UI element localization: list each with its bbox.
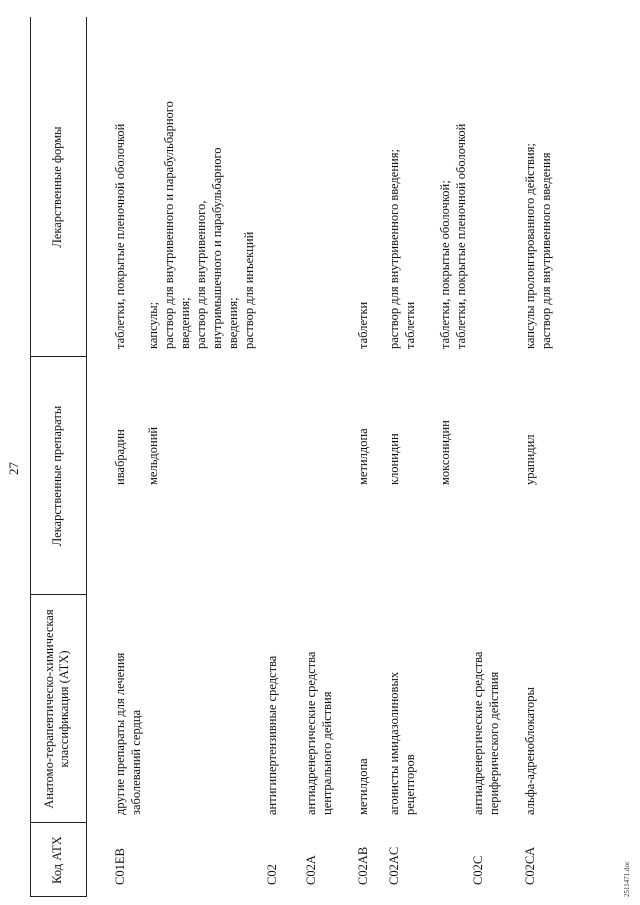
document-reference: 2511471.doc [623,860,631,897]
header-bottom-border [86,17,87,897]
form-cell: таблетки [356,301,370,349]
drug-cell: клонидин [387,433,401,485]
code-cell: C02C [471,855,485,885]
code-cell: C02A [304,855,318,885]
atc-cell: альфа-адреноблокаторы [523,687,537,815]
code-cell: C02 [265,864,279,885]
form-cell: капсулы; раствор для внутривенного и парабульбарного введения; раствор для внутривенного, внутримышечного и парабульбарного введения; раствор для инъекций [146,101,256,349]
header-atc: Анатомо-терапевтическо-химическая классификация (АТХ) [42,609,71,809]
form-cell: таблетки, покрытые пленочной оболочкой [113,123,127,349]
header-drugs: Лекарственные препараты [50,405,64,547]
drug-cell: метилдопа [356,428,370,485]
form-cell: капсулы пролонгированного действия; раствор для внутривенного введения [523,143,553,349]
atc-cell: антиадренергические средства периферического действия [471,651,501,815]
atc-cell: антигипертензивные средства [265,655,279,815]
table-top-border [30,17,31,897]
header-forms: Лекарственные формы [50,126,64,248]
drug-cell: моксонидин [438,420,452,485]
code-cell: C02CA [523,846,537,885]
drug-cell: урапидил [523,434,537,485]
code-cell: C01EB [113,848,127,885]
header-code: Код АТХ [50,836,64,884]
atc-cell: метилдопа [356,758,370,815]
code-cell: C02AC [387,846,401,885]
drug-cell: ивабрадин [113,429,127,485]
atc-cell: антиадренергические средства центрального действия [304,651,334,815]
atc-cell: другие препараты для лечения заболеваний сердца [113,652,143,815]
atc-cell: агонисты имидазолиновых рецепторов [387,671,417,815]
drug-cell: мельдоний [146,426,160,485]
form-cell: раствор для внутривенного введения; таблетки [387,149,417,349]
code-cell: C02AB [356,846,370,885]
page-number: 27 [6,462,21,475]
form-cell: таблетки, покрытые оболочкой; таблетки, покрытые пленочной оболочкой [438,123,468,349]
